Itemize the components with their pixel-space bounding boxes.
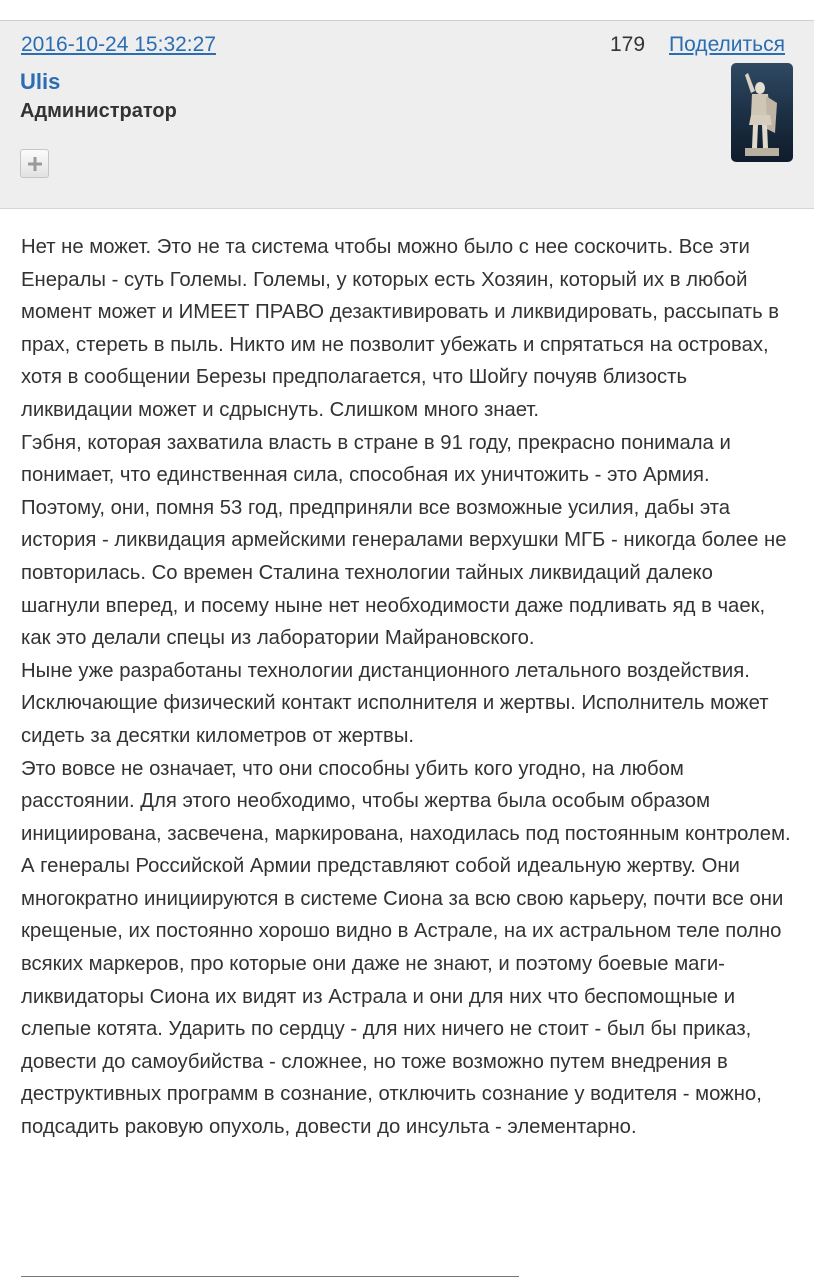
post-paragraph: Ныне уже разработаны технологии дистанционного летального воздействия. Исключающие физический контакт исполнителя и жертвы. Исполнитель может сидеть за десятки километров от жертвы. bbox=[21, 659, 769, 747]
author-avatar[interactable] bbox=[731, 63, 793, 162]
post-paragraph: Это вовсе не означает, что они способны убить кого угодно, на любом расстоянии. Для этого необходимо, чтобы жертва была особым образом инициирована, засвечена, маркирована, находилась под постоянным контролем. А генералы Российской Армии представляют собой идеальную жертву. Они многократно инициируются в системе Сиона за всю свою карьеру, почти все они крещеные, их постоянно хорошо видно в Астрале, на их астральном теле полно всяких маркеров, про которые они даже не знают, и поэтому боевые маги- ликвидаторы Сиона их видят из Астрала и они для них что беспомощные и слепые котята. Ударить по сердцу - для них ничего не стоит - был бы приказ, довести до самоубийства - сложнее, но тоже возможно путем внедрения в деструктивных программ в сознание, отключить сознание у водителя - можно, подсадить раковую опухоль, довести до инсульта - элементарно. bbox=[21, 757, 791, 1139]
signature-divider bbox=[21, 1276, 519, 1277]
statue-avatar-icon bbox=[731, 63, 793, 162]
plus-icon bbox=[27, 156, 43, 172]
post-paragraph: Нет не может. Это не та система чтобы можно было с нее соскочить. Все эти Енералы - суть Големы. Големы, у которых есть Хозяин, который их в любой момент может и ИМЕЕТ ПРАВО дезактивировать и ликвидировать, рассыпать в прах, стереть в пыль. Никто им не позволит убежать и спрятаться на островах, хотя в сообщении Березы предполагается, что Шойгу почуяв близость ликвидации может и сдрыснуть. Слишком много знает. bbox=[21, 236, 780, 421]
top-divider bbox=[0, 0, 814, 21]
post-body bbox=[21, 231, 796, 1144]
post-paragraph: Гэбня, которая захватила власть в стране в 91 году, прекрасно понимала и понимает, что единственная сила, способная их уничтожить - это Армия. Поэтому, они, помня 53 год, предприняли все возможные усилия, дабы эта история - ликвидация армейскими генералами верхушки МГБ - никогда более не повторилась. Со времен Сталина технологии тайных ликвидаций далеко шагнули вперед, и посему ныне нет необходимости даже подливать яд в чаек, как это делали спецы из лаборатории Майрановского. bbox=[21, 431, 787, 650]
post-header bbox=[0, 21, 814, 209]
post-datetime-link[interactable]: 2016-10-24 15:32:27 bbox=[21, 33, 216, 56]
post-number: 179 bbox=[610, 33, 646, 56]
share-link[interactable]: Поделиться bbox=[669, 33, 785, 56]
author-name[interactable]: Ulis bbox=[20, 69, 61, 94]
author-role: Администратор bbox=[20, 100, 177, 122]
plus-button[interactable] bbox=[20, 149, 49, 178]
